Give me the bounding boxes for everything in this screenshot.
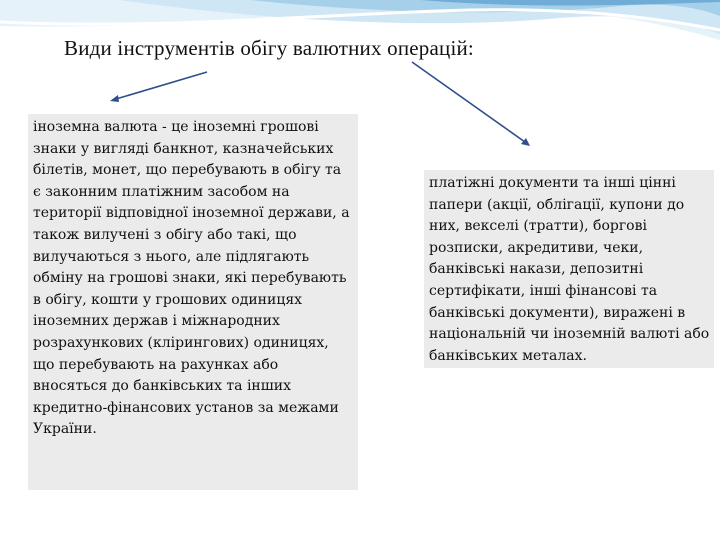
left-arrow — [110, 72, 207, 102]
slide-title: Види інструментів обігу валютних операцій: — [64, 36, 474, 60]
right-arrow — [412, 62, 530, 146]
payment-documents-definition: платіжні документи та інші цінні папери (акції, облігації, купони до них, векселі (тратти), боргові розписки, акредитиви, чеки, банківські накази, депозитні сертифікати, інші фінансові та банківські документи), виражені в національній чи іноземній валюті або банківських металах. — [424, 170, 714, 368]
foreign-currency-definition: іноземна валюта - це іноземні грошові знаки у вигляді банкнот, казначейських білетів, монет, що перебувають в обігу та є законним платіжним засобом на території відповідної іноземної держави, а також вилучені з обігу або такі, що вилучаються з нього, але підлягають обміну на грошові знаки, які перебувають в обігу, кошти у грошових одиницях іноземних держав і міжнародних розрахункових (клірингових) одиницях, що перебувають на рахунках або вносяться до банківських та інших кредитно-фінансових установ за межами України. — [28, 114, 358, 490]
